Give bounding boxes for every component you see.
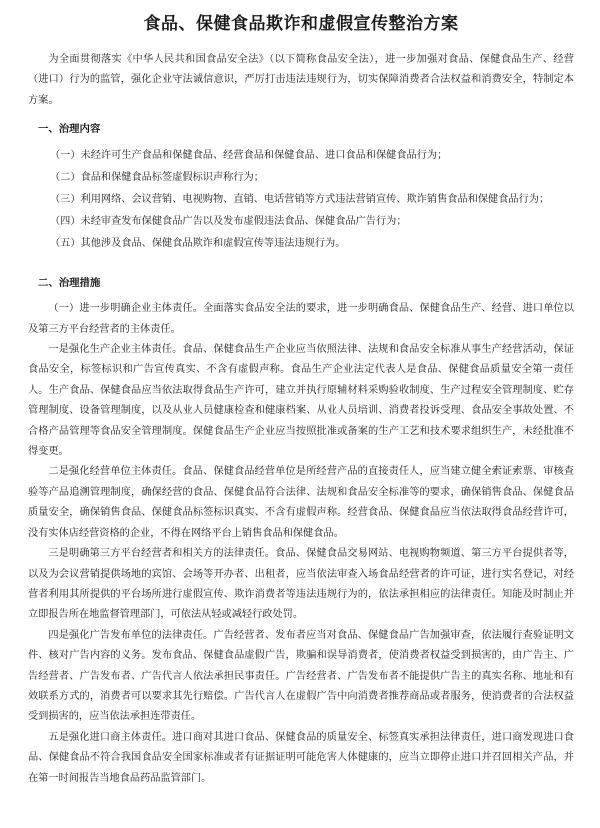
measure-paragraph: 二是强化经营单位主体责任。食品、保健食品经营单位是所经营产品的直接责任人，应当建立健全索证索票、审核查验等产品追溯管理制度，确保经营的食品、保健食品符合法律、法规和食品安全标准等的要求，确保销售食品、保健食品质量安全，确保销售食品、保健食品标签标识真实、不含有虚假声称。经营食品、保健食品应当依法取得食品经营许可，没有实体店经营资格的企业，不得在网络平台上销售食品和保健食品。 xyxy=(28,466,574,539)
intro-paragraph: 为全面贯彻落实《中华人民共和国食品安全法》（以下简称食品安全法），进一步加强对食品、保健食品生产、经营（进口）行为的监管，强化企业守法诚信意识，严厉打击违法违规行为，切实保障消费者合法权益和消费安全，特制定本方案。 xyxy=(28,54,574,106)
list-item: （三）利用网络、会议营销、电视购物、直销、电话营销等方式违法营销宣传、欺诈销售食品和保健食品行为； xyxy=(50,194,550,206)
document-title: 食品、保健食品欺诈和虚假宣传整治方案 xyxy=(143,14,459,34)
section-heading-measures: 二、治理措施 xyxy=(38,277,101,290)
list-item: （四）未经审查发布保健食品广告以及发布虚假违法食品、保健食品广告行为； xyxy=(50,216,407,228)
section-heading-content: 一、治理内容 xyxy=(38,123,101,136)
measure-paragraph: 四是强化广告发布单位的法律责任。广告经营者、发布者应当对食品、保健食品广告加强审查，依法履行查验证明文件、核对广告内容的义务。发布食品、保健食品虚假广告，欺骗和误导消费者，使消费者权益受到损害的，由广告主、广告经营者、广告发布者、广告代言人依法承担民事责任。广告经营者、广告发布者不能提供广告主的真实名称、地址和有效联系方式的，消费者可以要求其先行赔偿。广告代言人在虚假广告中向消费者推荐商品或者服务，使消费者的合法权益受到损害的，应当依法承担连带责任。 xyxy=(28,629,574,723)
list-item: （五）其他涉及食品、保健食品欺诈和虚假宣传等违法违规行为。 xyxy=(50,238,346,250)
list-item: （一）未经许可生产食品和保健食品、经营食品和保健食品、进口食品和保健食品行为； xyxy=(50,150,448,162)
measure-paragraph: 三是明确第三方平台经营者和相关方的法律责任。食品、保健食品交易网站、电视购物频道、第三方平台提供者等，以及为会议营销提供场地的宾馆、会场等开办者、出租者，应当依法审查入场食品经营者的许可证，进行实名登记，对经营者利用其所提供的平台场所进行虚假宣传、欺诈消费者等违法违规行为的，依法承担相应的法律责任。知能及时制止并立即报告所在地监督管理部门，可依法从轻或减轻行政处罚。 xyxy=(28,548,574,621)
measure-paragraph: 五是强化进口商主体责任。进口商对其进口食品、保健食品的质量安全、标签真实承担法律责任，进口商发现进口食品、保健食品不符合我国食品安全国家标准或者有证据证明可能危害人体健康的，应当立即停止进口并召回相关产品，并在第一时间报告当地食品药品监管部门。 xyxy=(28,731,574,784)
measure-paragraph: 一是强化生产企业主体责任。食品、保健食品生产企业应当依照法律、法规和食品安全标准从事生产经营活动，保证食品安全，标签标识和广告宣传真实、不含有虚假声称。食品生产企业法定代表人是食品、保健食品质量安全第一责任人。生产食品、保健食品应当依法取得食品生产许可，建立并执行原辅材料采购验收制度、生产过程安全管理制度、贮存管理制度、设备管理制度，以及从业人员健康检查和健康档案、从业人员培训、消费者投诉受理、食品安全事故处置、不合格产品管理等食品安全管理制度。保健食品生产企业应当按照批准或备案的生产工艺和技术要求组织生产，未经批准不得变更。 xyxy=(28,344,574,458)
list-item: （二）食品和保健食品标签虚假标识声称行为； xyxy=(50,172,264,184)
measure-paragraph: （一）进一步明确企业主体责任。全面落实食品安全法的要求，进一步明确食品、保健食品生产、经营、进口单位以及第三方平台经营者的主体责任。 xyxy=(28,303,574,335)
